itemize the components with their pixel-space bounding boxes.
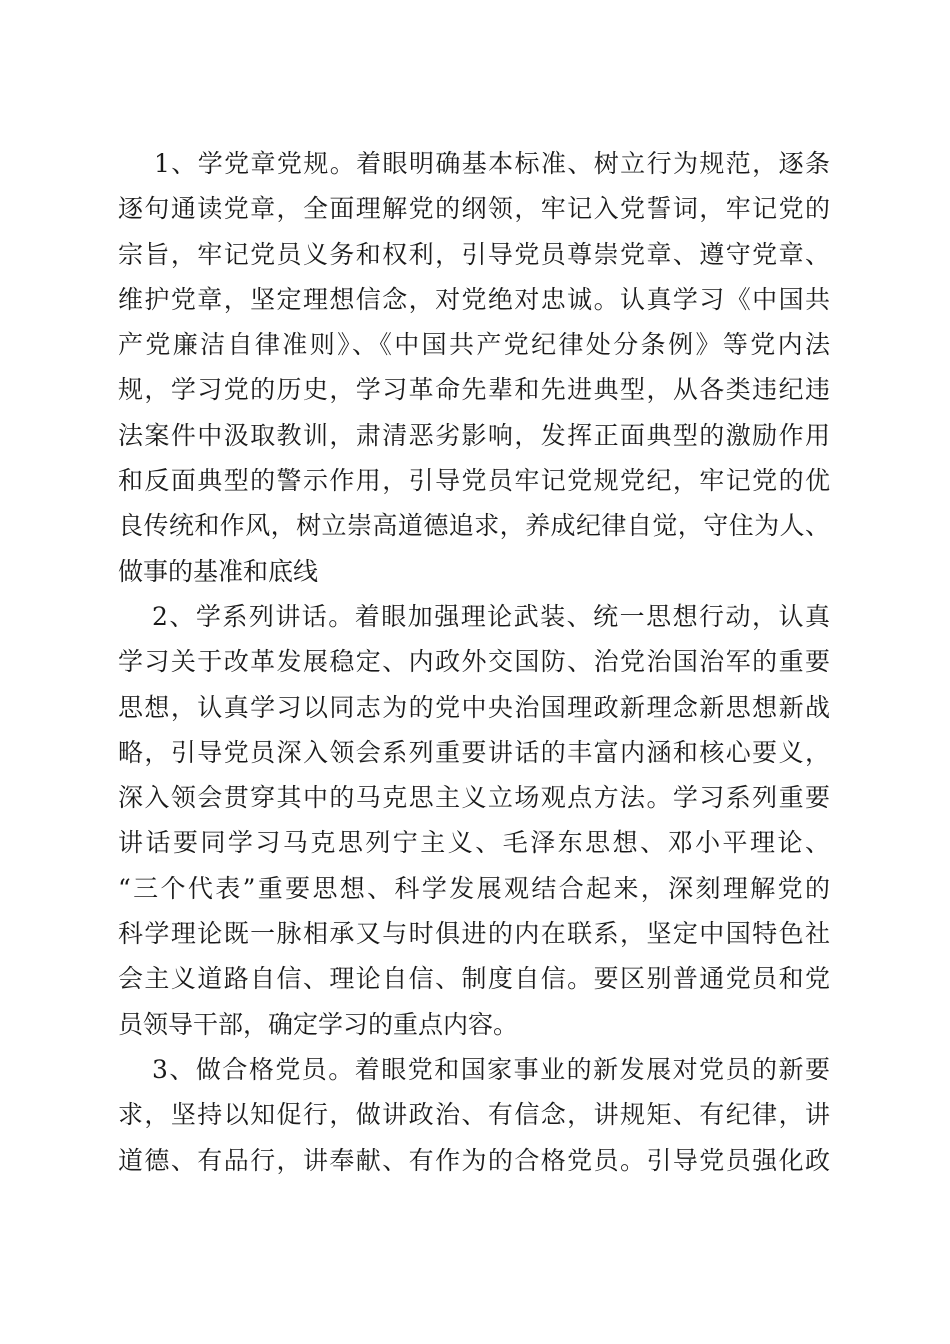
paragraph-2-line-3: 思想，认真学习以同志为的党中央治国理政新理念新思想新战 xyxy=(118,692,830,722)
paragraph-2-line-5: 深入领会贯穿其中的马克思主义立场观点方法。学习系列重要 xyxy=(118,783,830,813)
paragraph-1-line-4: 维护党章，坚定理想信念，对党绝对忠诚。认真学习《中国共 xyxy=(118,284,830,314)
paragraph-2-line-9: 会主义道路自信、理论自信、制度自信。要区别普通党员和党 xyxy=(118,964,830,994)
paragraph-3-line-2: 求，坚持以知促行，做讲政治、有信念，讲规矩、有纪律，讲 xyxy=(118,1100,830,1130)
paragraph-1-line-3: 宗旨，牢记党员义务和权利，引导党员尊崇党章、遵守党章、 xyxy=(118,239,830,269)
paragraph-2-line-10: 员领导干部，确定学习的重点内容。 xyxy=(118,1009,519,1039)
paragraph-2-line-1: 2、学系列讲话。着眼加强理论武装、统一思想行动，认真 xyxy=(152,601,830,631)
paragraph-1-line-6: 规，学习党的历史，学习革命先辈和先进典型，从各类违纪违 xyxy=(118,375,830,405)
paragraph-1-line-10: 做事的基准和底线 xyxy=(118,556,319,586)
paragraph-1-line-9: 良传统和作风，树立崇高道德追求，养成纪律自觉，守住为人、 xyxy=(118,511,830,541)
paragraph-2-line-7: “三个代表”重要思想、科学发展观结合起来，深刻理解党的 xyxy=(118,873,830,903)
document-body xyxy=(118,141,830,1183)
paragraph-1-line-1: 1、学党章党规。着眼明确基本标准、树立行为规范，逐条 xyxy=(154,149,830,178)
paragraph-2-line-2: 学习关于改革发展稳定、内政外交国防、治党治国治军的重要 xyxy=(118,647,830,677)
paragraph-1-line-5: 产党廉洁自律准则》、《中国共产党纪律处分条例》等党内法 xyxy=(118,330,830,360)
paragraph-3-line-1: 3、做合格党员。着眼党和国家事业的新发展对党员的新要 xyxy=(152,1054,830,1084)
paragraph-2-line-6: 讲话要同学习马克思列宁主义、毛泽东思想、邓小平理论、 xyxy=(118,828,830,858)
paragraph-1-line-2: 逐句通读党章，全面理解党的纲领，牢记入党誓词，牢记党的 xyxy=(118,194,830,224)
paragraph-1-line-7: 法案件中汲取教训，肃清恶劣影响，发挥正面典型的激励作用 xyxy=(118,420,830,450)
paragraph-2-line-4: 略，引导党员深入领会系列重要讲话的丰富内涵和核心要义， xyxy=(118,737,830,767)
paragraph-3-line-3: 道德、有品行，讲奉献、有作为的合格党员。引导党员强化政 xyxy=(118,1145,830,1175)
paragraph-1-line-8: 和反面典型的警示作用，引导党员牢记党规党纪，牢记党的优 xyxy=(118,466,830,496)
paragraph-2-line-8: 科学理论既一脉相承又与时俱进的内在联系，坚定中国特色社 xyxy=(118,919,830,949)
